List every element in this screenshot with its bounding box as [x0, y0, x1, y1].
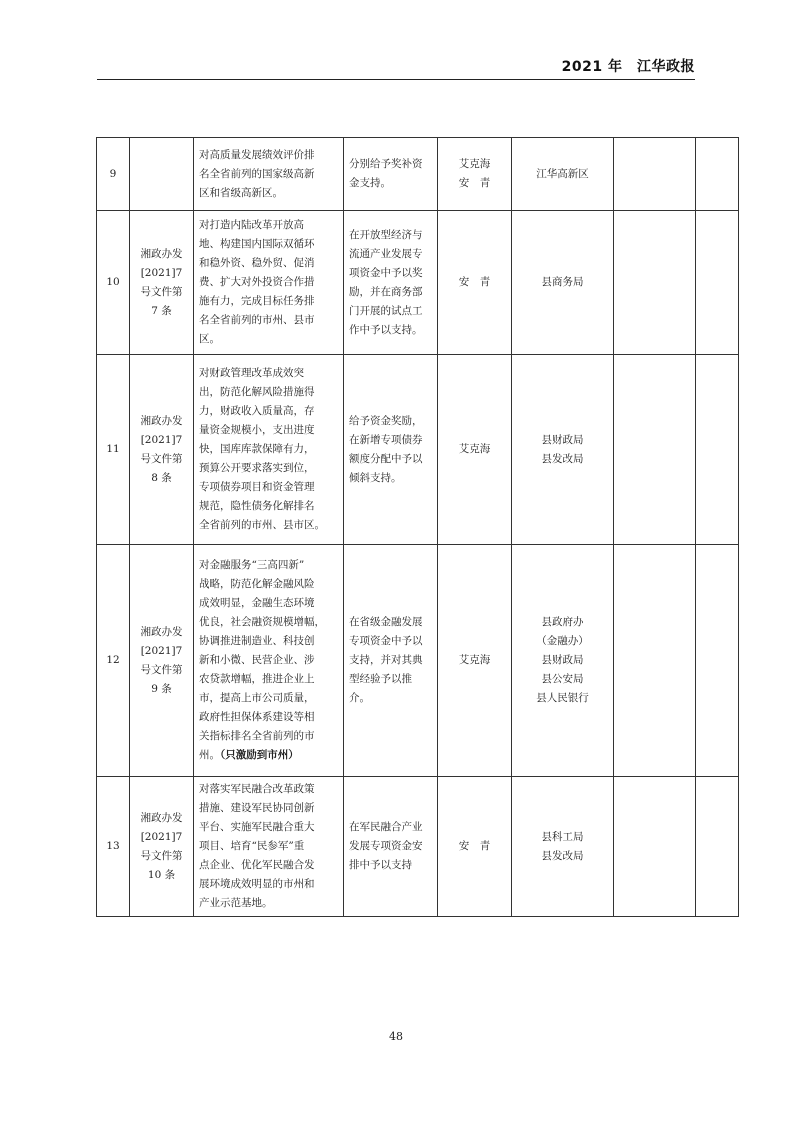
responsible-leader-line: 安 青: [458, 177, 491, 189]
support-measure-line: 在省级金融发展: [349, 616, 423, 628]
responsible-unit-line: 县政府办: [541, 616, 584, 628]
responsible-leader-line: 艾克海: [458, 443, 491, 455]
row-number-cell: 13: [97, 777, 130, 917]
responsible-unit-cell: [512, 211, 614, 355]
responsible-unit-line: 县发改局: [541, 452, 584, 465]
responsible-leader-cell: [438, 545, 512, 777]
policy-text-cell: [194, 777, 344, 917]
policy-text-line: 专项债券项目和资金管理: [199, 481, 315, 493]
row-number-cell: 12: [97, 545, 130, 777]
empty-cell: [614, 138, 696, 211]
document-ref-line: [2021]7: [140, 433, 183, 446]
policy-text-line: 名全省前列的市州、县市: [199, 314, 315, 326]
document-ref-line: [2021]7: [140, 644, 183, 657]
support-measure-cell: [344, 211, 438, 355]
policy-text-line: 展环境成效明显的市州和: [199, 878, 315, 890]
policy-text-cell: [194, 138, 344, 211]
support-measure-cell: [344, 777, 438, 917]
table-row: [97, 777, 739, 917]
policy-text-line: 区和省级高新区。: [199, 186, 283, 199]
document-ref-line: 8 条: [151, 471, 172, 484]
policy-text-line: [199, 746, 338, 765]
policy-text-line: 优良，社会融资规模增幅，: [199, 616, 325, 628]
support-measure-line: 发展专项资金安: [349, 840, 423, 852]
document-ref-line: [2021]7: [140, 830, 183, 843]
table-row: [97, 545, 739, 777]
support-measure-line: 励，并在商务部: [349, 285, 423, 298]
responsible-leader-line: 艾克海: [458, 158, 491, 170]
policy-text-line: 平台、实施军民融合重大: [199, 821, 315, 833]
row-number-cell: 11: [97, 355, 130, 545]
support-measure-line: 分别给予奖补资: [349, 158, 423, 170]
policy-table: [96, 137, 739, 917]
policy-text-line: 点企业、优化军民融合发: [199, 859, 315, 871]
support-measure-line: 作中予以支持。: [349, 323, 423, 336]
table-row: [97, 211, 739, 355]
policy-text-line: 对落实军民融合改革政策: [199, 783, 315, 795]
responsible-unit-line: 县商务局: [541, 276, 584, 288]
document-ref-line: 10 条: [147, 868, 176, 881]
support-measure-line: 在开放型经济与: [349, 228, 423, 241]
policy-text-cell: [194, 355, 344, 545]
support-measure-line: 给予资金奖励，: [349, 414, 423, 427]
support-measure-line: 流通产业发展专: [349, 247, 423, 260]
empty-cell: [696, 211, 739, 355]
row-number-cell: 9: [97, 138, 130, 211]
document-ref-cell: [130, 777, 194, 917]
policy-text-line: 新和小微、民营企业、涉: [199, 654, 315, 666]
responsible-unit-line: （金融办）: [536, 635, 589, 647]
support-measure-line: 门开展的试点工: [349, 304, 423, 317]
policy-note-bold: （只激励到市州）: [220, 749, 299, 761]
responsible-unit-line: 江华高新区: [536, 167, 589, 180]
responsible-leader-line: 艾克海: [458, 654, 491, 666]
responsible-unit-line: 县财政局: [541, 654, 584, 666]
support-measure-cell: [344, 545, 438, 777]
document-ref-line: 号文件第: [140, 285, 183, 298]
policy-text-line: 预算公开要求落实到位，: [199, 462, 315, 474]
page-header: [97, 52, 695, 80]
responsible-unit-cell: [512, 777, 614, 917]
policy-text-tail: 州。: [199, 749, 220, 761]
header-title: 2021 年 江华政报: [561, 59, 695, 75]
table-row: [97, 138, 739, 211]
empty-cell: [614, 355, 696, 545]
responsible-leader-cell: [438, 777, 512, 917]
policy-text-line: 市，提高上市公司质量，: [199, 692, 315, 704]
support-measure-line: 额度分配中予以: [349, 452, 423, 465]
policy-text-cell: [194, 545, 344, 777]
responsible-unit-line: 县人民银行: [536, 692, 589, 704]
policy-text-line: 协调推进制造业、科技创: [199, 635, 315, 647]
policy-text-line: 名全省前列的国家级高新: [199, 167, 315, 180]
document-ref-cell: [130, 355, 194, 545]
support-measure-cell: [344, 355, 438, 545]
responsible-leader-line: 安 青: [458, 840, 491, 852]
support-measure-line: 项资金中予以奖: [349, 266, 423, 279]
policy-text-line: 和稳外资、稳外贸、促消: [199, 257, 315, 269]
policy-text-line: 对高质量发展绩效评价排: [199, 148, 315, 161]
empty-cell: [696, 138, 739, 211]
document-ref-line: 号文件第: [140, 849, 183, 862]
policy-text-line: 关指标排名全省前列的市: [199, 730, 315, 742]
document-ref-line: [2021]7: [140, 266, 183, 279]
support-measure-line: 支持，并对其典: [349, 654, 423, 666]
empty-cell: [696, 777, 739, 917]
policy-text-line: 费、扩大对外投资合作措: [199, 276, 315, 288]
empty-cell: [696, 545, 739, 777]
responsible-leader-cell: [438, 138, 512, 211]
policy-text-line: 规范，隐性债务化解排名: [199, 500, 315, 512]
empty-cell: [696, 355, 739, 545]
responsible-unit-cell: [512, 355, 614, 545]
responsible-leader-cell: [438, 211, 512, 355]
support-measure-line: 在军民融合产业: [349, 821, 423, 833]
policy-text-line: 对打造内陆改革开放高: [199, 219, 304, 231]
document-ref-line: 湘政办发: [140, 414, 183, 427]
responsible-unit-line: 县财政局: [541, 433, 584, 446]
document-ref-line: 湘政办发: [140, 247, 183, 260]
responsible-unit-line: 县公安局: [541, 673, 584, 685]
responsible-unit-cell: [512, 545, 614, 777]
empty-cell: [614, 777, 696, 917]
policy-text-line: 快，国库库款保障有力，: [199, 443, 315, 455]
policy-text-line: 对金融服务“三高四新”: [199, 559, 305, 571]
document-ref-line: 湘政办发: [140, 625, 183, 638]
policy-text-line: 区。: [199, 333, 220, 345]
document-ref-line: 号文件第: [140, 452, 183, 465]
policy-text-line: 措施、建设军民协同创新: [199, 802, 315, 814]
support-measure-line: 倾斜支持。: [349, 471, 402, 484]
policy-text-line: 成效明显，金融生态环境: [199, 597, 315, 609]
document-ref-cell: [130, 138, 194, 211]
policy-text-line: 全省前列的市州、县市区。: [199, 519, 325, 531]
empty-cell: [614, 211, 696, 355]
policy-text-line: 量资金规模小，支出进度: [199, 424, 315, 436]
table-row: [97, 355, 739, 545]
policy-text-cell: [194, 211, 344, 355]
policy-text-line: 农贷款增幅，推进企业上: [199, 673, 315, 685]
empty-cell: [614, 545, 696, 777]
policy-text-line: 对财政管理改革成效突: [199, 367, 304, 379]
responsible-unit-line: 县发改局: [541, 849, 584, 862]
support-measure-line: 介。: [349, 692, 370, 704]
row-number-cell: 10: [97, 211, 130, 355]
policy-text-line: 出，防范化解风险措施得: [199, 386, 315, 398]
support-measure-line: 在新增专项债券: [349, 433, 423, 446]
responsible-leader-line: 安 青: [458, 276, 491, 288]
page-number: 48: [389, 1030, 403, 1043]
policy-text-line: 战略，防范化解金融风险: [199, 578, 315, 590]
policy-text-line: 项目、培育“民参军”重: [199, 840, 305, 852]
document-ref-cell: [130, 545, 194, 777]
responsible-unit-line: 县科工局: [541, 830, 584, 843]
policy-text-line: 产业示范基地。: [199, 897, 273, 909]
support-measure-line: 金支持。: [349, 177, 391, 189]
document-ref-line: 湘政办发: [140, 811, 183, 824]
responsible-unit-cell: [512, 138, 614, 211]
document-ref-line: 号文件第: [140, 663, 183, 676]
policy-text-line: 地、构建国内国际双循环: [199, 238, 315, 250]
support-measure-line: 排中予以支持: [349, 859, 412, 871]
policy-text-line: 政府性担保体系建设等相: [199, 711, 315, 723]
document-ref-cell: [130, 211, 194, 355]
support-measure-line: 专项资金中予以: [349, 635, 423, 647]
support-measure-line: 型经验予以推: [349, 673, 412, 685]
document-ref-line: 9 条: [151, 682, 172, 695]
policy-text-line: 施有力，完成目标任务排: [199, 295, 315, 307]
document-ref-line: 7 条: [151, 304, 172, 317]
policy-text-line: 力，财政收入质量高，存: [199, 405, 315, 417]
support-measure-cell: [344, 138, 438, 211]
responsible-leader-cell: [438, 355, 512, 545]
